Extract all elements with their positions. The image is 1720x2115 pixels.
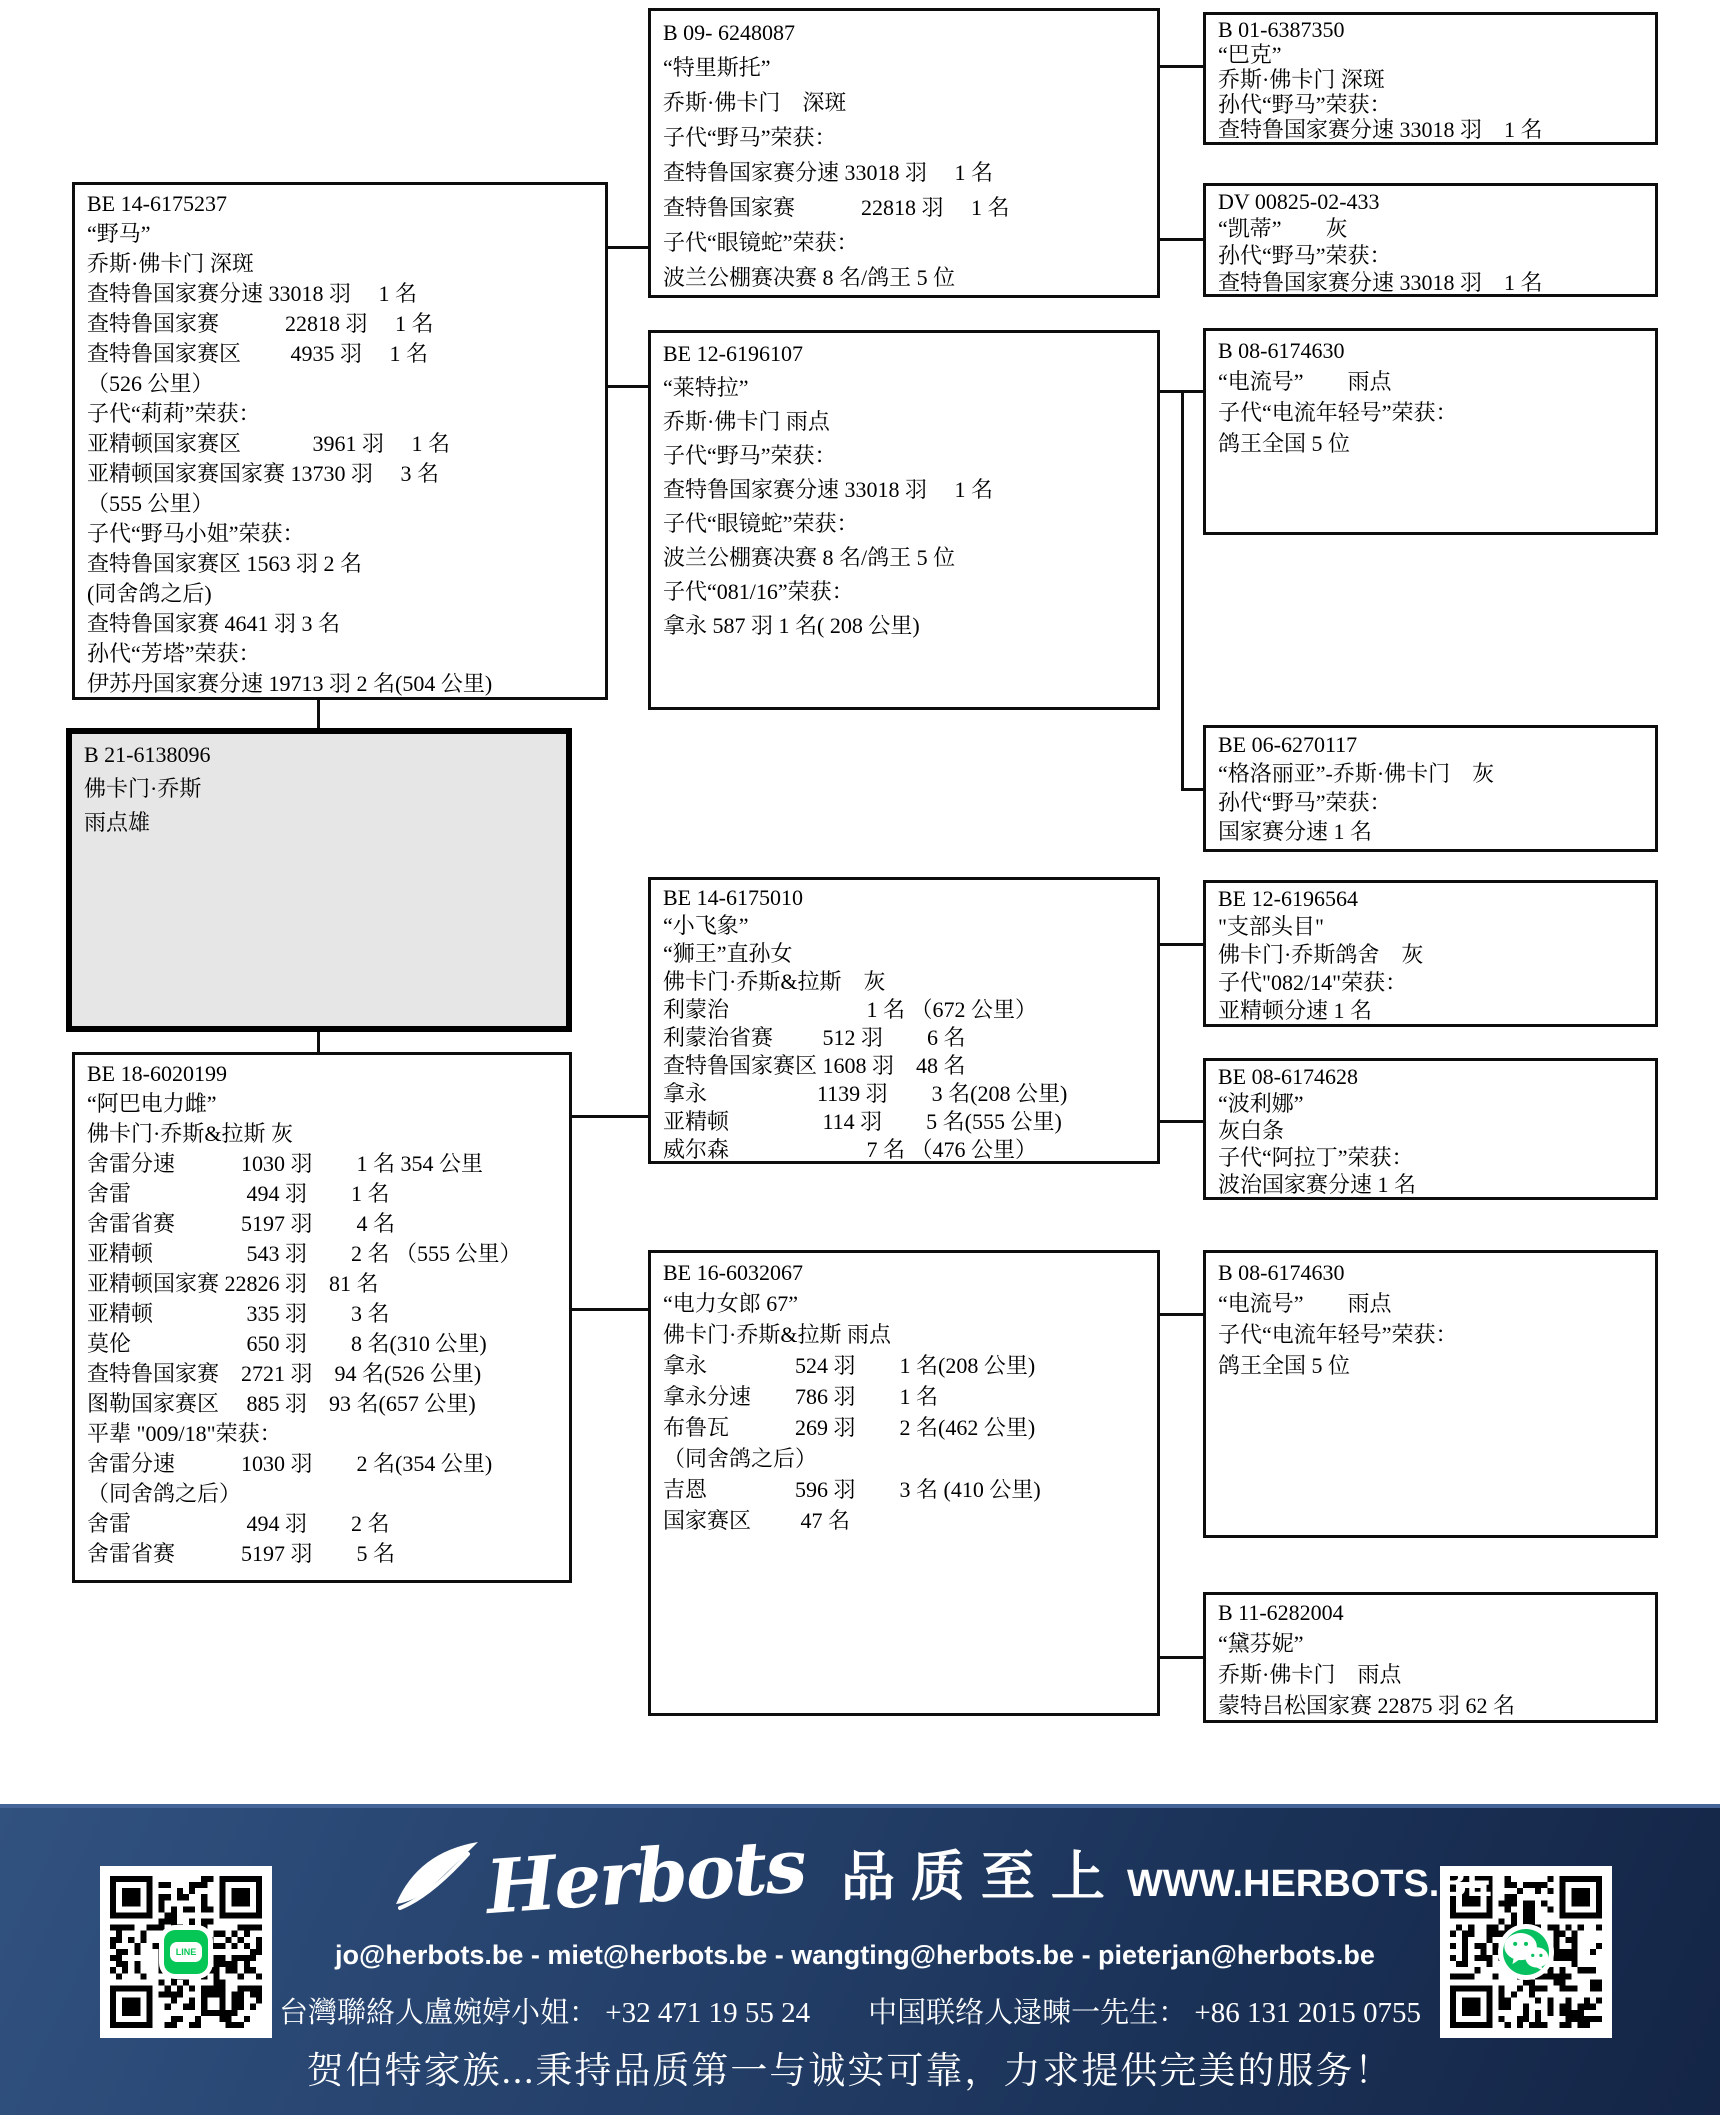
footer-tagline: 贺伯特家族...秉持品质第一与诚实可靠，力求提供完美的服务！ bbox=[306, 2051, 1394, 2092]
connector-subject-to-dam bbox=[317, 1032, 320, 1052]
pedigree-line: 子代“野马”荣获： bbox=[663, 443, 837, 468]
feather-icon bbox=[390, 1838, 486, 1916]
pedigree-line: 灰白条 bbox=[1218, 1118, 1285, 1143]
pedigree-line: 波兰公棚赛决赛 8 名/鸽王 5 位 bbox=[663, 545, 956, 570]
pedigree-line: “野马” bbox=[87, 221, 151, 246]
pedigree-line: “特里斯托” bbox=[663, 55, 771, 80]
wechat-bubbles-icon bbox=[1503, 1876, 1549, 2028]
pedigree-line: BE 06-6270117 bbox=[1218, 732, 1358, 757]
pedigree-line: B 08-6174630 bbox=[1218, 338, 1345, 363]
pedigree-line: B 01-6387350 bbox=[1218, 17, 1345, 42]
footer-banner bbox=[0, 1804, 1720, 2115]
pedigree-line: B 21-6138096 bbox=[84, 742, 211, 767]
pedigree-line: 查特鲁国家赛区 1563 羽 2 名 bbox=[87, 551, 363, 576]
pedigree-line: 舍雷 494 羽 1 名 bbox=[87, 1181, 390, 1206]
pedigree-line: “格洛丽亚”-乔斯·佛卡门 灰 bbox=[1218, 761, 1495, 786]
pedigree-line: 佛卡门·乔斯&拉斯 雨点 bbox=[663, 1322, 891, 1347]
connector-g3-to-gg5 bbox=[1158, 943, 1203, 946]
pedigree-line: BE 12-6196564 bbox=[1218, 886, 1358, 911]
contact-emails: jo@herbots.be - miet@herbots.be - wangting@herbots.be - pieterjan@herbots.be bbox=[335, 1940, 1375, 1970]
pedigree-line: 舍雷分速 1030 羽 2 名(354 公里) bbox=[87, 1451, 493, 1476]
pedigree-line: 利蒙治 1 名 （672 公里） bbox=[663, 997, 1038, 1022]
pedigree-line: 查特鲁国家赛 22818 羽 1 名 bbox=[87, 311, 434, 336]
pedigree-line: （555 公里） bbox=[87, 491, 214, 516]
pedigree-line: 查特鲁国家赛区 4935 羽 1 名 bbox=[87, 341, 429, 366]
pedigree-line: 鸽王全国 5 位 bbox=[1218, 431, 1351, 456]
box-ggparent-be08-6174628 bbox=[1203, 1058, 1658, 1200]
pedigree-line: 布鲁瓦 269 羽 2 名(462 公里) bbox=[663, 1415, 1036, 1440]
pedigree-line: 舍雷分速 1030 羽 1 名 354 公里 bbox=[87, 1151, 484, 1176]
pedigree-line: (同舍鸽之后) bbox=[87, 581, 212, 606]
pedigree-line: 子代“081/16”荣获： bbox=[663, 579, 854, 604]
pedigree-line: 利蒙治省赛 512 羽 6 名 bbox=[663, 1025, 966, 1050]
pedigree-line: 孙代“野马”荣获： bbox=[1218, 790, 1392, 815]
pedigree-line: 佛卡门·乔斯&拉斯 灰 bbox=[663, 969, 886, 994]
pedigree-line: 威尔森 7 名 （476 公里） bbox=[663, 1137, 1038, 1162]
line-icon-label: LINE bbox=[170, 1942, 202, 1962]
pedigree-line: 舍雷 494 羽 2 名 bbox=[87, 1511, 390, 1536]
pedigree-line: 子代“眼镜蛇”荣获： bbox=[663, 230, 859, 255]
box-ggparent-b11-6282004 bbox=[1203, 1592, 1658, 1723]
box-ggparent-be06-6270117 bbox=[1203, 725, 1658, 852]
box-granddam-be16-6032067 bbox=[648, 1250, 1160, 1716]
pedigree-line: “小飞象” bbox=[663, 913, 749, 938]
pedigree-line: 孙代“野马”荣获： bbox=[1218, 243, 1392, 268]
pedigree-line: 雨点雄 bbox=[84, 810, 151, 835]
pedigree-line: （526 公里） bbox=[87, 371, 214, 396]
brand-row bbox=[390, 1822, 1493, 1932]
pedigree-line: 伊苏丹国家赛分速 19713 羽 2 名(504 公里) bbox=[87, 671, 493, 696]
brand-slogan: 品质至上 bbox=[840, 1847, 1121, 1907]
pedigree-line: 乔斯·佛卡门 雨点 bbox=[1218, 1662, 1402, 1687]
pedigree-line: 佛卡门·乔斯 bbox=[84, 776, 202, 801]
line-icon bbox=[164, 1930, 208, 1974]
pedigree-line: 拿永 587 羽 1 名( 208 公里) bbox=[663, 613, 920, 638]
pedigree-line: 乔斯·佛卡门 深斑 bbox=[663, 90, 847, 115]
connector-dam-to-g4 bbox=[570, 1308, 648, 1311]
pedigree-line: 查特鲁国家赛 2721 羽 94 名(526 公里) bbox=[87, 1361, 482, 1386]
brand-wordmark: Herbots bbox=[483, 1822, 808, 1932]
box-ggparent-b08-6174630-b bbox=[1203, 1250, 1658, 1538]
pedigree-line: “电力女郎 67” bbox=[663, 1291, 799, 1316]
pedigree-line: “波利娜” bbox=[1218, 1091, 1304, 1116]
pedigree-line: 查特鲁国家赛分速 33018 羽 1 名 bbox=[1218, 117, 1543, 142]
connector-g2-to-gg4 bbox=[1181, 788, 1203, 791]
box-dam-be18-6020199 bbox=[72, 1052, 572, 1583]
connector-dam-to-g3 bbox=[570, 1115, 648, 1118]
pedigree-line: 舍雷省赛 5197 羽 4 名 bbox=[87, 1211, 396, 1236]
pedigree-line: “电流号” 雨点 bbox=[1218, 1291, 1392, 1316]
pedigree-line: 舍雷省赛 5197 羽 5 名 bbox=[87, 1541, 396, 1566]
box-subject-b21-6138096 bbox=[66, 728, 572, 1032]
pedigree-line: 查特鲁国家赛分速 33018 羽 1 名 bbox=[87, 281, 418, 306]
box-ggparent-b08-6174630-a bbox=[1203, 328, 1658, 535]
line-qr-code bbox=[100, 1866, 272, 2038]
pedigree-line: 子代“野马”荣获： bbox=[663, 125, 837, 150]
pedigree-line: “黛芬妮” bbox=[1218, 1631, 1304, 1656]
connector-g1-to-gg2 bbox=[1158, 238, 1203, 241]
pedigree-line: 拿永 524 羽 1 名(208 公里) bbox=[663, 1353, 1036, 1378]
box-ggparent-dv00825-02-433 bbox=[1203, 183, 1658, 297]
pedigree-line: “阿巴电力雌” bbox=[87, 1091, 217, 1116]
box-ggparent-be12-6196564 bbox=[1203, 880, 1658, 1027]
pedigree-line: 亚精顿 114 羽 5 名(555 公里) bbox=[663, 1109, 1062, 1134]
pedigree-line: BE 12-6196107 bbox=[663, 341, 803, 366]
box-granddam-be12-6196107 bbox=[648, 330, 1160, 710]
pedigree-line: 查特鲁国家赛 22818 羽 1 名 bbox=[663, 195, 1010, 220]
pedigree-line: BE 18-6020199 bbox=[87, 1061, 227, 1086]
pedigree-line: DV 00825-02-433 bbox=[1218, 189, 1380, 214]
pedigree-line: （同舍鸽之后） bbox=[87, 1481, 242, 1506]
website-url: WWW.HERBOTS.BE bbox=[1126, 1863, 1493, 1905]
pedigree-line: 波兰公棚赛决赛 8 名/鸽王 5 位 bbox=[663, 265, 956, 290]
connector-g2-vertical bbox=[1181, 390, 1184, 790]
pedigree-line: 图勒国家赛区 885 羽 93 名(657 公里) bbox=[87, 1391, 476, 1416]
pedigree-line: 亚精顿国家赛 22826 羽 81 名 bbox=[87, 1271, 379, 1296]
pedigree-line: 孙代“芳塔”荣获： bbox=[87, 641, 261, 666]
pedigree-line: 查特鲁国家赛区 1608 羽 48 名 bbox=[663, 1053, 966, 1078]
pedigree-line: 亚精顿国家赛国家赛 13730 羽 3 名 bbox=[87, 461, 440, 486]
contact-phones: 台灣聯絡人盧婉婷小姐： +32 471 19 55 24 中国联络人逯暕一先生： +86 131 2015 0755 bbox=[279, 1997, 1421, 2029]
box-ggparent-b01-6387350 bbox=[1203, 12, 1658, 145]
wechat-icon bbox=[1503, 1929, 1549, 1975]
box-grandsire-b09-6248087 bbox=[648, 8, 1160, 298]
pedigree-line: “电流号” 雨点 bbox=[1218, 369, 1392, 394]
pedigree-line: 子代“阿拉丁”荣获： bbox=[1218, 1145, 1414, 1170]
pedigree-line: 莫伦 650 羽 8 名(310 公里) bbox=[87, 1331, 487, 1356]
connector-sire-to-g2 bbox=[606, 385, 648, 388]
pedigree-line: 国家赛分速 1 名 bbox=[1218, 819, 1373, 844]
pedigree-line: 亚精顿国家赛区 3961 羽 1 名 bbox=[87, 431, 451, 456]
pedigree-line: BE 16-6032067 bbox=[663, 1260, 803, 1285]
pedigree-line: 查特鲁国家赛分速 33018 羽 1 名 bbox=[663, 160, 994, 185]
pedigree-line: 亚精顿分速 1 名 bbox=[1218, 998, 1373, 1023]
pedigree-line: 子代“莉莉”荣获： bbox=[87, 401, 261, 426]
pedigree-line: 吉恩 596 羽 3 名 (410 公里) bbox=[663, 1477, 1041, 1502]
pedigree-line: 乔斯·佛卡门 深斑 bbox=[1218, 67, 1385, 92]
pedigree-line: 亚精顿 543 羽 2 名 （555 公里） bbox=[87, 1241, 522, 1266]
pedigree-line: “狮王”直孙女 bbox=[663, 941, 793, 966]
pedigree-line: B 08-6174630 bbox=[1218, 1260, 1345, 1285]
pedigree-line: B 09- 6248087 bbox=[663, 20, 795, 45]
pedigree-line: 国家赛区 47 名 bbox=[663, 1508, 851, 1533]
pedigree-line: 子代“电流年轻号”荣获： bbox=[1218, 400, 1458, 425]
pedigree-line: 查特鲁国家赛分速 33018 羽 1 名 bbox=[1218, 270, 1543, 295]
pedigree-line: 孙代“野马”荣获： bbox=[1218, 92, 1392, 117]
connector-g4-to-gg7 bbox=[1158, 1313, 1203, 1316]
pedigree-line: 查特鲁国家赛分速 33018 羽 1 名 bbox=[663, 477, 994, 502]
connector-g3-to-gg6 bbox=[1158, 1120, 1203, 1123]
pedigree-line: 拿永分速 786 羽 1 名 bbox=[663, 1384, 939, 1409]
pedigree-line: “凯蒂” 灰 bbox=[1218, 216, 1348, 241]
pedigree-line: BE 14-6175237 bbox=[87, 191, 227, 216]
pedigree-line: “巴克” bbox=[1218, 42, 1282, 67]
pedigree-line: 蒙特吕松国家赛 22875 羽 62 名 bbox=[1218, 1693, 1516, 1718]
pedigree-line: 波治国家赛分速 1 名 bbox=[1218, 1172, 1417, 1197]
pedigree-line: “莱特拉” bbox=[663, 375, 749, 400]
pedigree-line: 鸽王全国 5 位 bbox=[1218, 1353, 1351, 1378]
pedigree-line: B 11-6282004 bbox=[1218, 1600, 1344, 1625]
connector-sire-to-subject bbox=[317, 700, 320, 728]
connector-g4-to-gg8 bbox=[1158, 1656, 1203, 1659]
pedigree-line: 子代“电流年轻号”荣获： bbox=[1218, 1322, 1458, 1347]
pedigree-line: 亚精顿 335 羽 3 名 bbox=[87, 1301, 390, 1326]
pedigree-line: （同舍鸽之后） bbox=[663, 1446, 818, 1471]
pedigree-line: BE 08-6174628 bbox=[1218, 1064, 1358, 1089]
pedigree-line: 佛卡门·乔斯鸽舍 灰 bbox=[1218, 942, 1424, 967]
pedigree-line: 拿永 1139 羽 3 名(208 公里) bbox=[663, 1081, 1068, 1106]
connector-sire-to-g1 bbox=[606, 246, 648, 249]
box-sire-be14-6175237 bbox=[72, 182, 608, 700]
connector-g1-to-gg1 bbox=[1158, 65, 1203, 68]
box-grandsire-be14-6175010 bbox=[648, 877, 1160, 1164]
pedigree-line: 乔斯·佛卡门 雨点 bbox=[663, 409, 830, 434]
pedigree-line: 平辈 "009/18"荣获： bbox=[87, 1421, 282, 1446]
pedigree-line: 子代“眼镜蛇”荣获： bbox=[663, 511, 859, 536]
pedigree-line: 子代"082/14"荣获： bbox=[1218, 970, 1408, 995]
pedigree-line: 佛卡门·乔斯&拉斯 灰 bbox=[87, 1121, 293, 1146]
pedigree-line: 乔斯·佛卡门 深斑 bbox=[87, 251, 254, 276]
pedigree-line: "支部头目" bbox=[1218, 914, 1324, 939]
pedigree-line: BE 14-6175010 bbox=[663, 885, 803, 910]
pedigree-line: 子代“野马小姐”荣获： bbox=[87, 521, 305, 546]
pedigree-line: 查特鲁国家赛 4641 羽 3 名 bbox=[87, 611, 341, 636]
